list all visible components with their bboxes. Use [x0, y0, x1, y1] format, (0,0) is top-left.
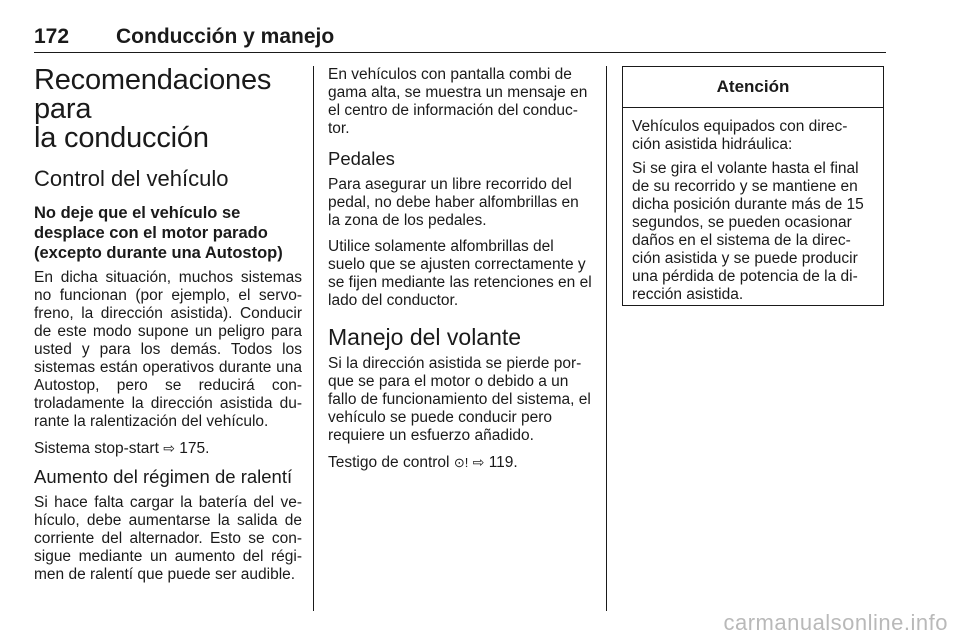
column-middle [328, 66, 592, 480]
paragraph-pedal-travel: Para asegurar un libre recorrido del pedal, no debe haber alfombrillas en la zona de los pedales. [328, 176, 579, 229]
subsection-title: Control del vehículo [34, 166, 229, 191]
chapter-title: Conducción y manejo [116, 25, 335, 48]
paragraph-systems: En dicha situación, muchos sistemas no funcionan (por ejemplo, el servo-freno, la dirección asistida). Conducir de este modo supone un peligro para usted y para los demás. Todos los sistemas están operativos durante una Autostop, pero se reducirá con-troladamente la dirección asistida du-rante la ralentización del vehículo. [34, 269, 302, 430]
paragraph-floor-mats: Utilice solamente alfombrillas del suelo que se ajusten correctamente y se fijen mediante las retenciones en el lado del conductor. [328, 238, 592, 309]
section-title-line1: Recomendaciones para [34, 64, 272, 125]
heading-pedales: Pedales [328, 148, 395, 169]
paragraph-idle: Si hace falta cargar la batería del ve-hículo, debe aumentarse la salida de corriente del alternador. Esto se con-sigue mediante un aumento del régi-men de ralentí que puede ser audible. [34, 494, 302, 583]
caution-body [623, 108, 883, 316]
paragraph-stop-start-ref: Sistema stop-start ⇨ 175. [34, 440, 210, 457]
paragraph-power-steering: Si la dirección asistida se pierde por-que se para el motor o debido a un fallo de funcionamiento del sistema, el vehículo se puede conducir pero requiere un esfuerzo añadido. [328, 355, 591, 444]
section-title-steering: Manejo del volante [328, 324, 522, 350]
arrow-reference-icon: ⇨ [163, 440, 175, 456]
paragraph-display: En vehículos con pantalla combi de gama alta, se muestra un mensaje en el centro de información del conduc-tor. [328, 66, 588, 137]
page-reference[interactable]: 119. [488, 454, 518, 471]
paragraph-warning-lamp-ref: Testigo de control ⊙! ⇨ 119. [328, 454, 518, 471]
page-number: 172 [34, 25, 70, 48]
page-reference[interactable]: 175. [179, 440, 210, 457]
page-header [34, 26, 886, 53]
section-title-line2: la conducción [34, 122, 209, 154]
caution-paragraph-1: Vehículos equipados con direc-ción asistida hidráulica: [632, 118, 848, 153]
caution-paragraph-2: Si se gira el volante hasta el final de su recorrido y se mantiene en dicha posición durante más de 15 segundos, se pueden ocasionar daños en el sistema de la direc-ción asistida y se puede producir una pérdida de potencia de la di-rección asistida. [632, 160, 864, 303]
section-title [34, 66, 302, 153]
heading-idle-speed: Aumento del régimen de ralentí [34, 466, 293, 487]
caution-box [622, 66, 884, 306]
steering-warning-icon: ⊙! [453, 455, 469, 470]
column-divider-1 [313, 66, 314, 611]
caution-title: Atención [623, 67, 883, 108]
arrow-reference-icon: ⇨ [472, 454, 485, 470]
column-left [34, 66, 302, 592]
column-divider-2 [606, 66, 607, 611]
heading-engine-stopped: No deje que el vehículo se desplace con el motor parado (excepto durante una Autostop) [34, 204, 283, 262]
watermark: carmanualsonline.info [723, 610, 948, 635]
